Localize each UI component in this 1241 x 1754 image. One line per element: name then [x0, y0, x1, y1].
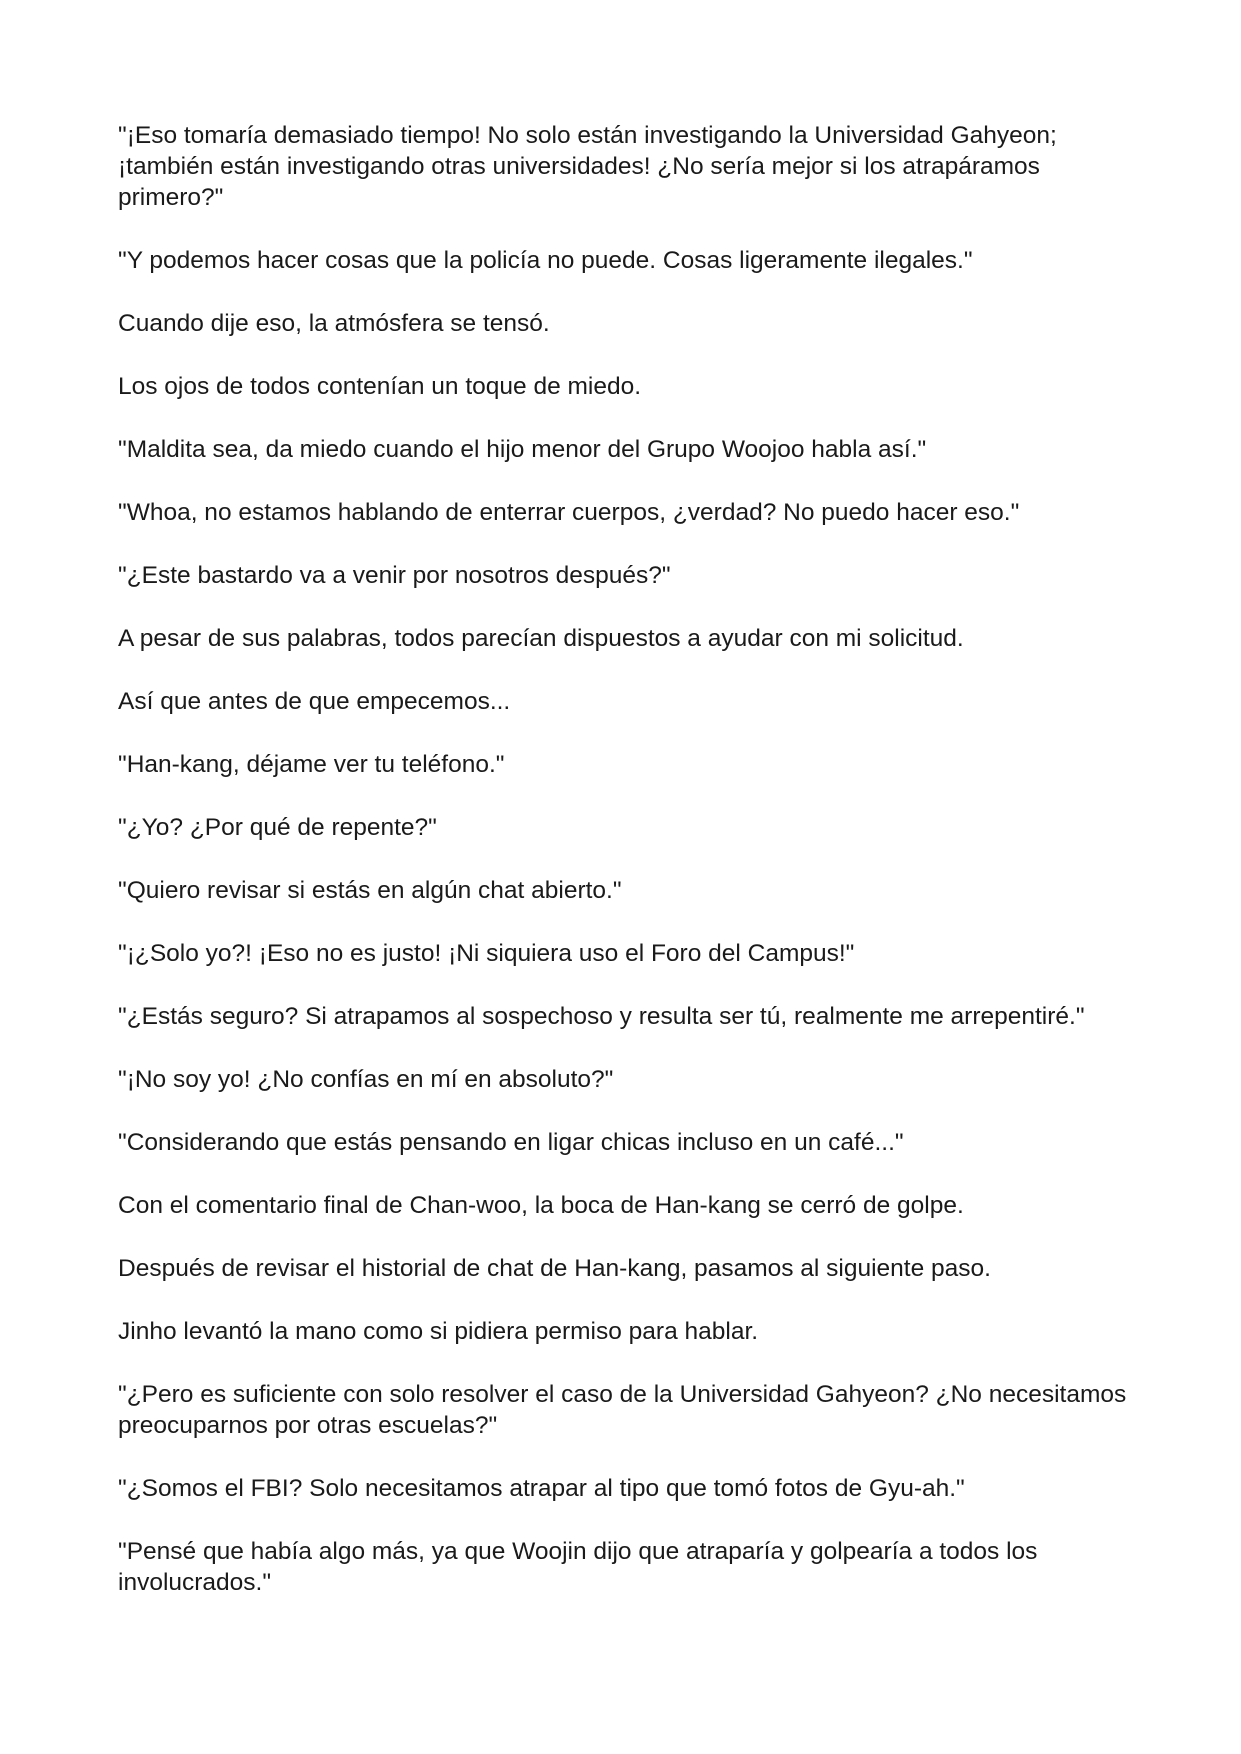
paragraph: "¿Este bastardo va a venir por nosotros después?" [118, 562, 671, 589]
paragraph: "Maldita sea, da miedo cuando el hijo menor del Grupo Woojoo habla así." [118, 436, 927, 463]
paragraph: "Pensé que había algo más, ya que Woojin dijo que atraparía y golpearía a todos los involucrados." [118, 1538, 1038, 1596]
paragraph: "¡No soy yo! ¿No confías en mí en absoluto?" [118, 1066, 614, 1093]
paragraph: "Quiero revisar si estás en algún chat abierto." [118, 877, 622, 904]
paragraph: "¿Somos el FBI? Solo necesitamos atrapar al tipo que tomó fotos de Gyu-ah." [118, 1475, 965, 1502]
paragraph: "¿Yo? ¿Por qué de repente?" [118, 814, 437, 841]
paragraph: "¿Pero es suficiente con solo resolver el caso de la Universidad Gahyeon? ¿No necesitamos preocuparnos por otras escuelas?" [118, 1381, 1127, 1439]
paragraph: "Considerando que estás pensando en ligar chicas incluso en un café..." [118, 1129, 904, 1156]
paragraph: "Y podemos hacer cosas que la policía no puede. Cosas ligeramente ilegales." [118, 247, 973, 274]
paragraph: Jinho levantó la mano como si pidiera permiso para hablar. [118, 1318, 759, 1345]
paragraph: Los ojos de todos contenían un toque de miedo. [118, 373, 642, 400]
paragraph: Con el comentario final de Chan-woo, la boca de Han-kang se cerró de golpe. [118, 1192, 964, 1219]
paragraph: Cuando dije eso, la atmósfera se tensó. [118, 310, 550, 337]
document-page [118, 120, 1128, 1630]
paragraph: A pesar de sus palabras, todos parecían dispuestos a ayudar con mi solicitud. [118, 625, 964, 652]
paragraph: "¡¿Solo yo?! ¡Eso no es justo! ¡Ni siquiera uso el Foro del Campus!" [118, 940, 855, 967]
paragraph: Después de revisar el historial de chat de Han-kang, pasamos al siguiente paso. [118, 1255, 991, 1282]
paragraph: "¿Estás seguro? Si atrapamos al sospechoso y resulta ser tú, realmente me arrepentiré." [118, 1003, 1085, 1030]
paragraph: "Whoa, no estamos hablando de enterrar cuerpos, ¿verdad? No puedo hacer eso." [118, 499, 1020, 526]
paragraph: "Han-kang, déjame ver tu teléfono." [118, 751, 505, 778]
paragraph: Así que antes de que empecemos... [118, 688, 511, 715]
paragraph: "¡Eso tomaría demasiado tiempo! No solo están investigando la Universidad Gahyeon; ¡también están investigando otras universidades! ¿No sería mejor si los atrapáramos primero?" [118, 122, 1057, 211]
